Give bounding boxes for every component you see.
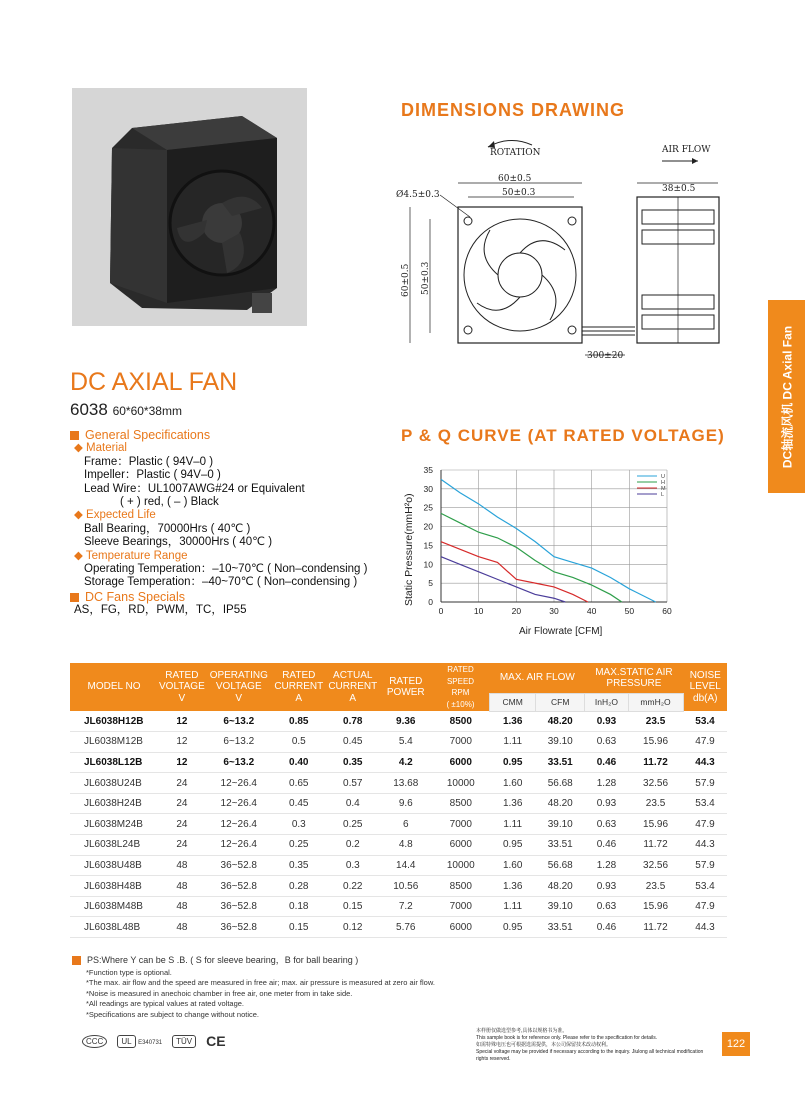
x-axis-label: Air Flowrate [CFM] [519, 626, 603, 637]
table-cell-mmh2o: 23.5 [628, 711, 683, 732]
table-cell-cmm: 1.60 [490, 773, 536, 794]
table-cell-ac: 0.45 [326, 732, 380, 753]
legend-label-L: L [661, 492, 665, 498]
pq-chart [395, 460, 695, 640]
table-cell-cfm: 39.10 [536, 814, 585, 835]
table-cell-inh2o: 1.28 [585, 855, 628, 876]
table-cell-rv: 48 [158, 917, 206, 938]
table-cell-cmm: 1.60 [490, 855, 536, 876]
table-cell-ov: 6~13.2 [206, 711, 272, 732]
table-cell-rpm: 10000 [432, 773, 490, 794]
spec-line: Lead Wire：UL1007AWG#24 or Equivalent [84, 482, 305, 495]
header-rated-current: RATED CURRENT A [272, 663, 326, 711]
table-cell-cmm: 1.36 [490, 876, 536, 897]
dim-300: 300±20 [587, 351, 624, 361]
table-cell-rc: 0.45 [272, 793, 326, 814]
header-rated-voltage: RATED VOLTAGE V [158, 663, 206, 711]
y-tick-label: 15 [423, 540, 433, 551]
tuv-mark-icon: TÜV [172, 1035, 196, 1048]
table-cell-noise: 57.9 [683, 855, 727, 876]
legend-label-M: M [661, 486, 666, 492]
table-cell-rv: 24 [158, 814, 206, 835]
x-tick-label: 30 [549, 606, 559, 616]
table-cell-cfm: 56.68 [536, 855, 585, 876]
table-cell-inh2o: 0.63 [585, 814, 628, 835]
table-cell-rpm: 8500 [432, 793, 490, 814]
table-cell-mmh2o: 15.96 [628, 732, 683, 753]
table-cell-cmm: 1.11 [490, 896, 536, 917]
table-cell-rpm: 6000 [432, 835, 490, 856]
table-cell-rv: 48 [158, 855, 206, 876]
table-cell-rpm: 7000 [432, 814, 490, 835]
table-cell-rc: 0.5 [272, 732, 326, 753]
x-tick-label: 0 [438, 606, 444, 616]
table-cell-rv: 12 [158, 732, 206, 753]
dim-60-left: 60±0.5 [401, 263, 411, 297]
header-inh2o: InH₂O [585, 694, 628, 711]
table-cell-mmh2o: 15.96 [628, 814, 683, 835]
x-tick-label: 50 [624, 606, 635, 616]
table-cell-mmh2o: 11.72 [628, 917, 683, 938]
header-noise: NOISE LEVEL db(A) [683, 663, 727, 711]
table-cell-ac: 0.57 [326, 773, 380, 794]
table-row [70, 855, 727, 876]
product-photo [72, 88, 307, 326]
note-line: *All readings are typical values at rated voltage. [86, 999, 245, 1008]
table-cell-rv: 12 [158, 752, 206, 773]
table-cell-cmm: 1.11 [490, 814, 536, 835]
table-row [70, 732, 727, 753]
table-cell-ov: 6~13.2 [206, 732, 272, 753]
side-category-tab [768, 300, 805, 493]
table-row [70, 752, 727, 773]
table-cell-ov: 36~52.8 [206, 876, 272, 897]
y-tick-label: 10 [423, 559, 433, 570]
y-tick-label: 5 [428, 578, 433, 589]
table-cell-cfm: 33.51 [536, 917, 585, 938]
table-cell-ac: 0.4 [326, 793, 380, 814]
dim-38: 38±0.5 [662, 184, 696, 194]
table-cell-rp: 5.4 [380, 732, 432, 753]
table-cell-inh2o: 1.28 [585, 773, 628, 794]
y-axis-label: Static Pressure(mmH²o) [403, 493, 415, 606]
table-cell-inh2o: 0.46 [585, 752, 628, 773]
dimensions-drawing [380, 135, 760, 365]
side-tab-label: DC轴流风机 DC Axial Fan [780, 325, 794, 468]
table-cell-rc: 0.40 [272, 752, 326, 773]
table-cell-rc: 0.15 [272, 917, 326, 938]
notes [72, 955, 672, 1020]
table-row [70, 793, 727, 814]
table-cell-model: JL6038M12B [70, 732, 158, 753]
table-cell-mmh2o: 15.96 [628, 896, 683, 917]
square-bullet-icon [72, 956, 81, 965]
table-cell-inh2o: 0.93 [585, 876, 628, 897]
table-cell-noise: 53.4 [683, 711, 727, 732]
note-line: *Noise is measured in anechoic chamber in free air, one meter from in take side. [86, 988, 353, 998]
table-cell-ov: 12~26.4 [206, 814, 272, 835]
y-tick-label: 30 [423, 483, 433, 494]
table-cell-ov: 36~52.8 [206, 896, 272, 917]
table-cell-rv: 12 [158, 711, 206, 732]
series-line-U [441, 479, 656, 602]
table-cell-rpm: 7000 [432, 896, 490, 917]
table-cell-inh2o: 0.46 [585, 917, 628, 938]
ce-mark-icon: CE [206, 1033, 226, 1049]
table-cell-model: JL6038L24B [70, 835, 158, 856]
life-heading: ◆ Expected Life [74, 509, 156, 522]
spec-table [70, 663, 727, 938]
header-max-static: MAX.STATIC AIR PRESSURE [585, 663, 683, 694]
header-cfm: CFM [536, 694, 585, 711]
table-cell-rpm: 10000 [432, 855, 490, 876]
table-cell-rv: 48 [158, 876, 206, 897]
table-cell-inh2o: 0.63 [585, 732, 628, 753]
table-cell-rc: 0.18 [272, 896, 326, 917]
model-line [70, 400, 182, 420]
footer-notes [476, 1028, 716, 1063]
table-cell-cfm: 39.10 [536, 896, 585, 917]
x-tick-label: 60 [662, 606, 672, 616]
table-cell-rpm: 8500 [432, 711, 490, 732]
table-cell-mmh2o: 32.56 [628, 773, 683, 794]
table-cell-rv: 24 [158, 793, 206, 814]
table-cell-rp: 10.56 [380, 876, 432, 897]
table-cell-rc: 0.35 [272, 855, 326, 876]
table-cell-ac: 0.2 [326, 835, 380, 856]
table-cell-model: JL6038M48B [70, 896, 158, 917]
series-line-M [441, 542, 588, 602]
table-cell-noise: 47.9 [683, 732, 727, 753]
table-cell-inh2o: 0.63 [585, 896, 628, 917]
spec-line: Sleeve Bearings，30000Hrs ( 40℃ ) [84, 536, 273, 549]
header-mmh2o: mmH₂O [628, 694, 683, 711]
table-cell-rpm: 7000 [432, 732, 490, 753]
note-line: *Specifications are subject to change without notice. [86, 1009, 260, 1019]
table-row [70, 896, 727, 917]
general-heading: General Specifications [70, 429, 400, 442]
table-cell-ac: 0.25 [326, 814, 380, 835]
table-cell-noise: 53.4 [683, 876, 727, 897]
table-cell-rv: 24 [158, 835, 206, 856]
page-number: 122 [722, 1032, 750, 1056]
dim-50-top: 50±0.3 [502, 188, 536, 198]
table-cell-ac: 0.78 [326, 711, 380, 732]
dim-50-left: 50±0.3 [421, 261, 431, 295]
table-cell-noise: 44.3 [683, 752, 727, 773]
header-operating-voltage: OPERATING VOLTAGE V [206, 663, 272, 711]
table-cell-inh2o: 0.93 [585, 793, 628, 814]
table-cell-ac: 0.35 [326, 752, 380, 773]
spec-line: Impeller：Plastic ( 94V–0 ) [84, 469, 221, 482]
table-cell-mmh2o: 23.5 [628, 793, 683, 814]
table-cell-rpm: 6000 [432, 752, 490, 773]
table-cell-inh2o: 0.46 [585, 835, 628, 856]
table-row [70, 835, 727, 856]
table-cell-model: JL6038H12B [70, 711, 158, 732]
ccc-mark-icon: CCC [82, 1035, 107, 1048]
header-rated-speed: RATED SPEED RPM ( ±10%) [432, 663, 490, 711]
table-cell-model: JL6038L12B [70, 752, 158, 773]
footer-line: This sample book is for reference only. Please refer to the specification for details. [476, 1035, 658, 1041]
table-cell-noise: 44.3 [683, 917, 727, 938]
table-cell-cmm: 1.36 [490, 711, 536, 732]
table-cell-rv: 24 [158, 773, 206, 794]
table-cell-ac: 0.12 [326, 917, 380, 938]
series-line-L [441, 557, 565, 602]
y-tick-label: 25 [423, 502, 433, 513]
table-cell-rpm: 8500 [432, 876, 490, 897]
table-cell-mmh2o: 11.72 [628, 752, 683, 773]
table-cell-rv: 48 [158, 896, 206, 917]
material-heading: ◆ Material [74, 442, 127, 455]
table-cell-model: JL6038H48B [70, 876, 158, 897]
dim-hole: Ø4.5±0.3 [396, 190, 440, 200]
table-row [70, 814, 727, 835]
table-cell-rc: 0.3 [272, 814, 326, 835]
table-cell-rp: 14.4 [380, 855, 432, 876]
temp-heading: ◆ Temperature Range [74, 549, 188, 562]
table-cell-rc: 0.85 [272, 711, 326, 732]
note-line: *Function type is optional. [86, 967, 172, 977]
legend-label-H: H [661, 480, 665, 486]
table-cell-mmh2o: 23.5 [628, 876, 683, 897]
table-cell-rc: 0.65 [272, 773, 326, 794]
spec-line: Operating Temperation：–10~70℃ ( Non–condensing ) [84, 563, 368, 576]
table-cell-ac: 0.3 [326, 855, 380, 876]
table-cell-noise: 57.9 [683, 773, 727, 794]
table-row [70, 876, 727, 897]
table-cell-mmh2o: 11.72 [628, 835, 683, 856]
table-cell-ov: 36~52.8 [206, 917, 272, 938]
spec-line: ( + ) red, ( – ) Black [120, 496, 219, 509]
table-cell-rp: 7.2 [380, 896, 432, 917]
table-cell-ov: 36~52.8 [206, 855, 272, 876]
table-row [70, 773, 727, 794]
table-cell-model: JL6038H24B [70, 793, 158, 814]
specials-heading: DC Fans Specials [70, 591, 400, 604]
table-cell-rpm: 6000 [432, 917, 490, 938]
ul-mark-icon: UL E340731 [117, 1036, 162, 1046]
table-cell-rc: 0.25 [272, 835, 326, 856]
table-cell-cfm: 48.20 [536, 711, 585, 732]
table-cell-ac: 0.15 [326, 896, 380, 917]
table-cell-rp: 4.2 [380, 752, 432, 773]
table-cell-cfm: 48.20 [536, 793, 585, 814]
table-cell-noise: 47.9 [683, 896, 727, 917]
note-line: *The max. air flow and the speed are measured in free air; max. air pressure is measured at zero air flow. [86, 978, 435, 987]
air-flow-label: AIR FLOW [662, 145, 711, 155]
square-bullet-icon [70, 431, 79, 440]
table-cell-ov: 6~13.2 [206, 752, 272, 773]
table-cell-cmm: 1.36 [490, 793, 536, 814]
table-cell-ov: 12~26.4 [206, 835, 272, 856]
y-tick-label: 0 [428, 597, 433, 607]
main-title: DC AXIAL FAN [70, 368, 238, 396]
table-cell-ov: 12~26.4 [206, 773, 272, 794]
general-specifications [70, 428, 400, 618]
table-cell-noise: 47.9 [683, 814, 727, 835]
spec-line: AS，FG，RD，PWM，TC，IP55 [74, 604, 247, 617]
spec-line: Ball Bearing，70000Hrs ( 40℃ ) [84, 522, 251, 535]
model-dimensions: 60*60*38mm [112, 404, 182, 418]
x-tick-label: 40 [586, 606, 597, 616]
table-cell-inh2o: 0.93 [585, 711, 628, 732]
table-cell-cfm: 48.20 [536, 876, 585, 897]
dim-60-top: 60±0.5 [498, 174, 532, 184]
table-cell-model: JL6038U48B [70, 855, 158, 876]
footer-line: Special voltage may be provided if necessary according to the inquiry. Jiulong all technical modification rights reserved. [476, 1049, 704, 1062]
table-row [70, 917, 727, 938]
x-tick-label: 20 [511, 606, 522, 616]
y-tick-label: 20 [423, 521, 433, 532]
y-tick-label: 35 [423, 465, 433, 475]
table-cell-rp: 9.36 [380, 711, 432, 732]
table-cell-model: JL6038L48B [70, 917, 158, 938]
ps-note: PS:Where Y can be S .B. ( S for sleeve bearing，B for ball bearing ) [72, 955, 672, 966]
table-cell-model: JL6038U24B [70, 773, 158, 794]
table-cell-cfm: 33.51 [536, 752, 585, 773]
header-model: MODEL NO [70, 663, 158, 711]
rotation-label: ROTATION [490, 148, 541, 158]
table-cell-mmh2o: 32.56 [628, 855, 683, 876]
table-cell-cmm: 0.95 [490, 835, 536, 856]
footer-line: 本样册仅做选型参考,具体以规格书为准。 [476, 1028, 568, 1034]
table-row [70, 711, 727, 732]
table-cell-cfm: 33.51 [536, 835, 585, 856]
table-cell-noise: 53.4 [683, 793, 727, 814]
square-bullet-icon [70, 593, 79, 602]
header-actual-current: ACTUAL CURRENT A [326, 663, 380, 711]
table-cell-rp: 4.8 [380, 835, 432, 856]
pq-curve-title: P & Q CURVE (AT RATED VOLTAGE) [401, 426, 725, 445]
dimensions-title: DIMENSIONS DRAWING [401, 100, 626, 120]
table-cell-ov: 12~26.4 [206, 793, 272, 814]
x-tick-label: 10 [473, 606, 484, 616]
table-cell-rp: 5.76 [380, 917, 432, 938]
table-cell-rc: 0.28 [272, 876, 326, 897]
footer-line: 如需特殊电压也可根据选需提供，本公司保留技术改动权利。 [476, 1042, 612, 1048]
table-cell-cfm: 56.68 [536, 773, 585, 794]
table-cell-noise: 44.3 [683, 835, 727, 856]
spec-line: Frame：Plastic ( 94V–0 ) [84, 455, 214, 468]
table-cell-cmm: 1.11 [490, 732, 536, 753]
spec-line: Storage Temperation：–40~70℃ ( Non–condensing ) [84, 576, 358, 589]
table-cell-rp: 13.68 [380, 773, 432, 794]
header-max-air-flow: MAX. AIR FLOW [490, 663, 585, 694]
table-cell-rp: 9.6 [380, 793, 432, 814]
table-cell-model: JL6038M24B [70, 814, 158, 835]
header-cmm: CMM [490, 694, 536, 711]
table-cell-cfm: 39.10 [536, 732, 585, 753]
certification-marks [82, 1033, 226, 1049]
table-cell-cmm: 0.95 [490, 752, 536, 773]
table-cell-ac: 0.22 [326, 876, 380, 897]
legend-label-U: U [661, 474, 665, 480]
table-cell-cmm: 0.95 [490, 917, 536, 938]
model-number: 6038 [70, 400, 108, 419]
table-cell-rp: 6 [380, 814, 432, 835]
header-rated-power: RATED POWER [380, 663, 432, 711]
